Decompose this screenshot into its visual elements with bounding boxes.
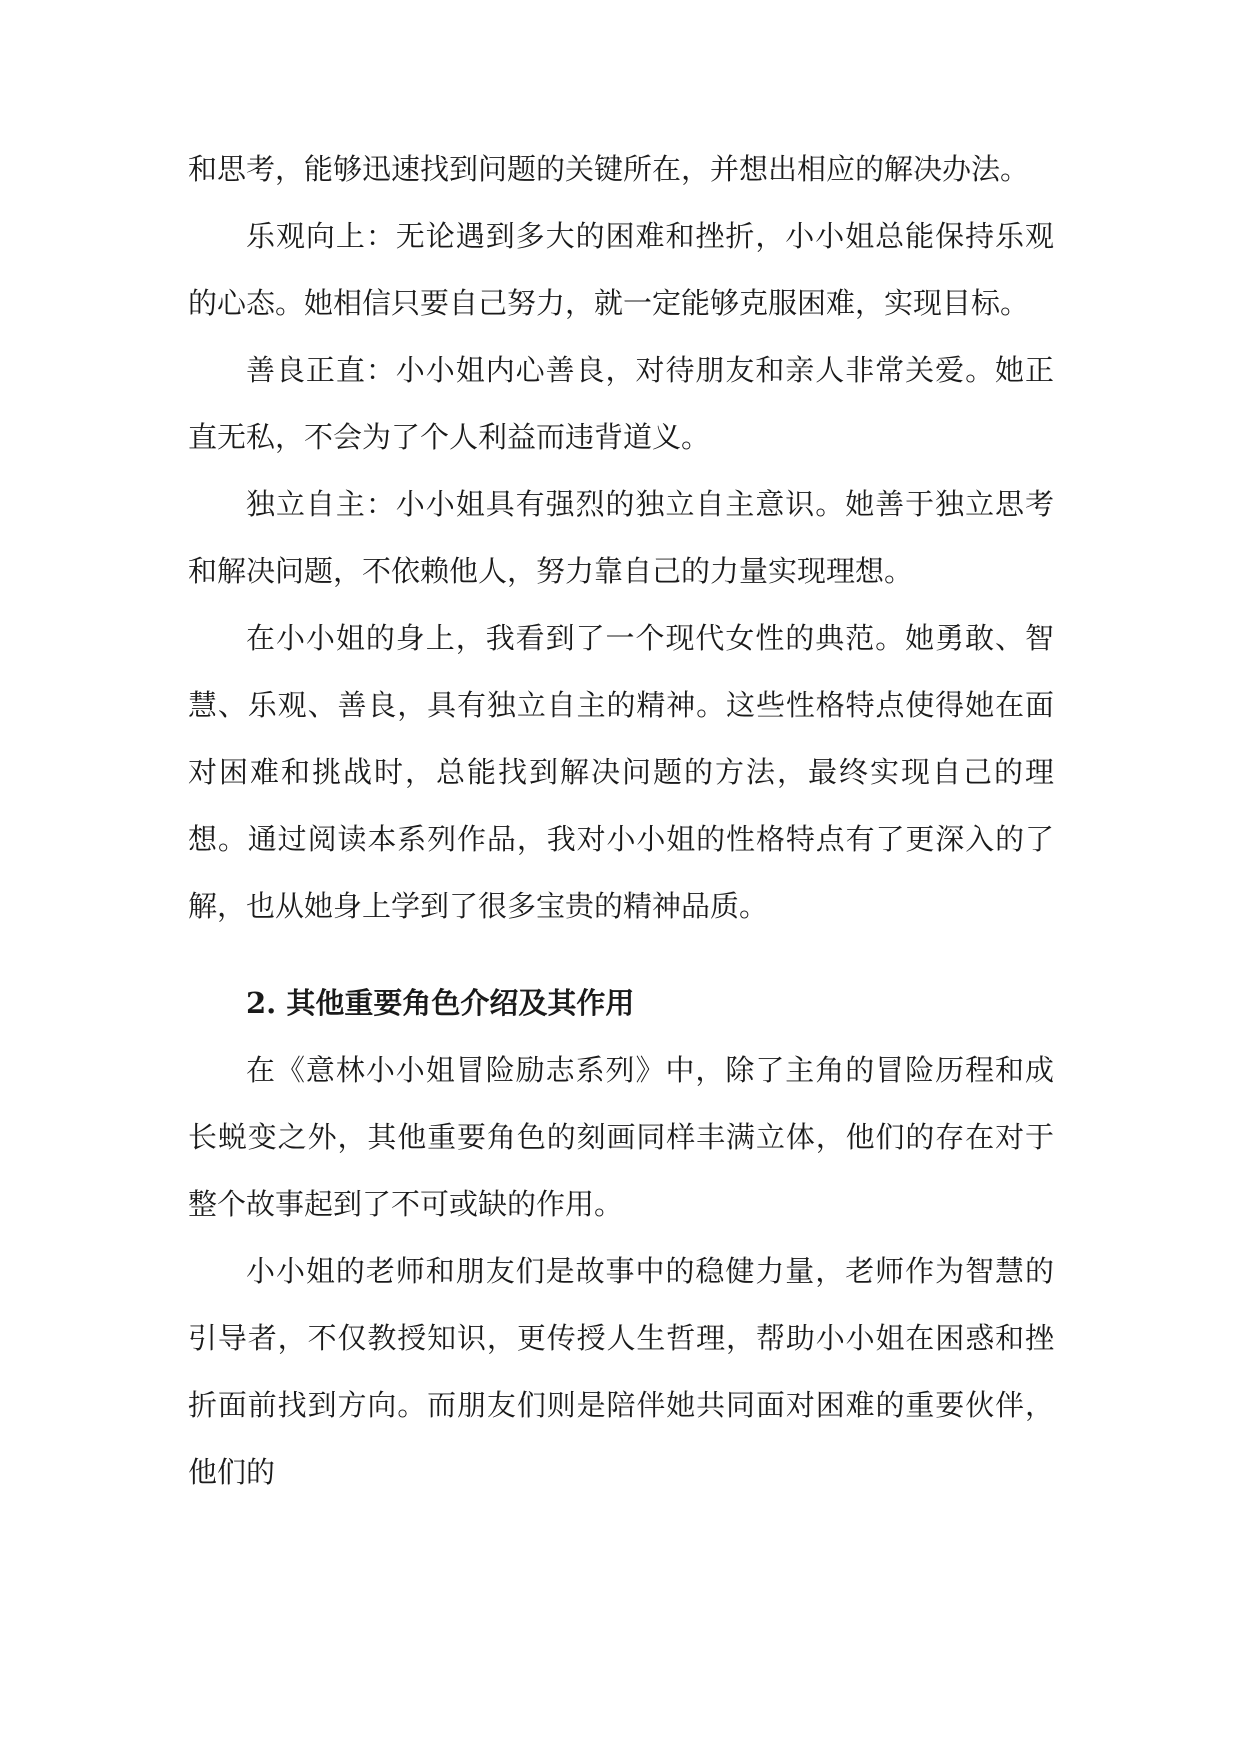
paragraph-optimistic: 乐观向上：无论遇到多大的困难和挫折，小小姐总能保持乐观的心态。她相信只要自己努力，就一定能够克服困难，实现目标。: [188, 219, 1054, 320]
section-heading: 2. 其他重要角色介绍及其作用: [246, 986, 635, 1020]
paragraph-continuation: 和思考，能够迅速找到问题的关键所在，并想出相应的解决办法。: [188, 152, 1030, 186]
paragraph-other-roles-intro: 在《意林小小姐冒险励志系列》中，除了主角的冒险历程和成长蜕变之外，其他重要角色的刻画同样丰满立体，他们的存在对于整个故事起到了不可或缺的作用。: [188, 1053, 1054, 1221]
paragraph-kind-upright: 善良正直：小小姐内心善良，对待朋友和亲人非常关爱。她正直无私，不会为了个人利益而违背道义。: [188, 353, 1054, 454]
document-body: [188, 136, 1054, 1506]
paragraph-teachers-friends: 小小姐的老师和朋友们是故事中的稳健力量，老师作为智慧的引导者，不仅教授知识，更传授人生哲理，帮助小小姐在困惑和挫折面前找到方向。而朋友们则是陪伴她共同面对困难的重要伙伴，他们的: [188, 1254, 1054, 1489]
paragraph-independent: 独立自主：小小姐具有强烈的独立自主意识。她善于独立思考和解决问题，不依赖他人，努力靠自己的力量实现理想。: [188, 487, 1054, 588]
paragraph-summary: 在小小姐的身上，我看到了一个现代女性的典范。她勇敢、智慧、乐观、善良，具有独立自主的精神。这些性格特点使得她在面对困难和挑战时，总能找到解决问题的方法，最终实现自己的理想。通过阅读本系列作品，我对小小姐的性格特点有了更深入的了解，也从她身上学到了很多宝贵的精神品质。: [188, 621, 1054, 923]
